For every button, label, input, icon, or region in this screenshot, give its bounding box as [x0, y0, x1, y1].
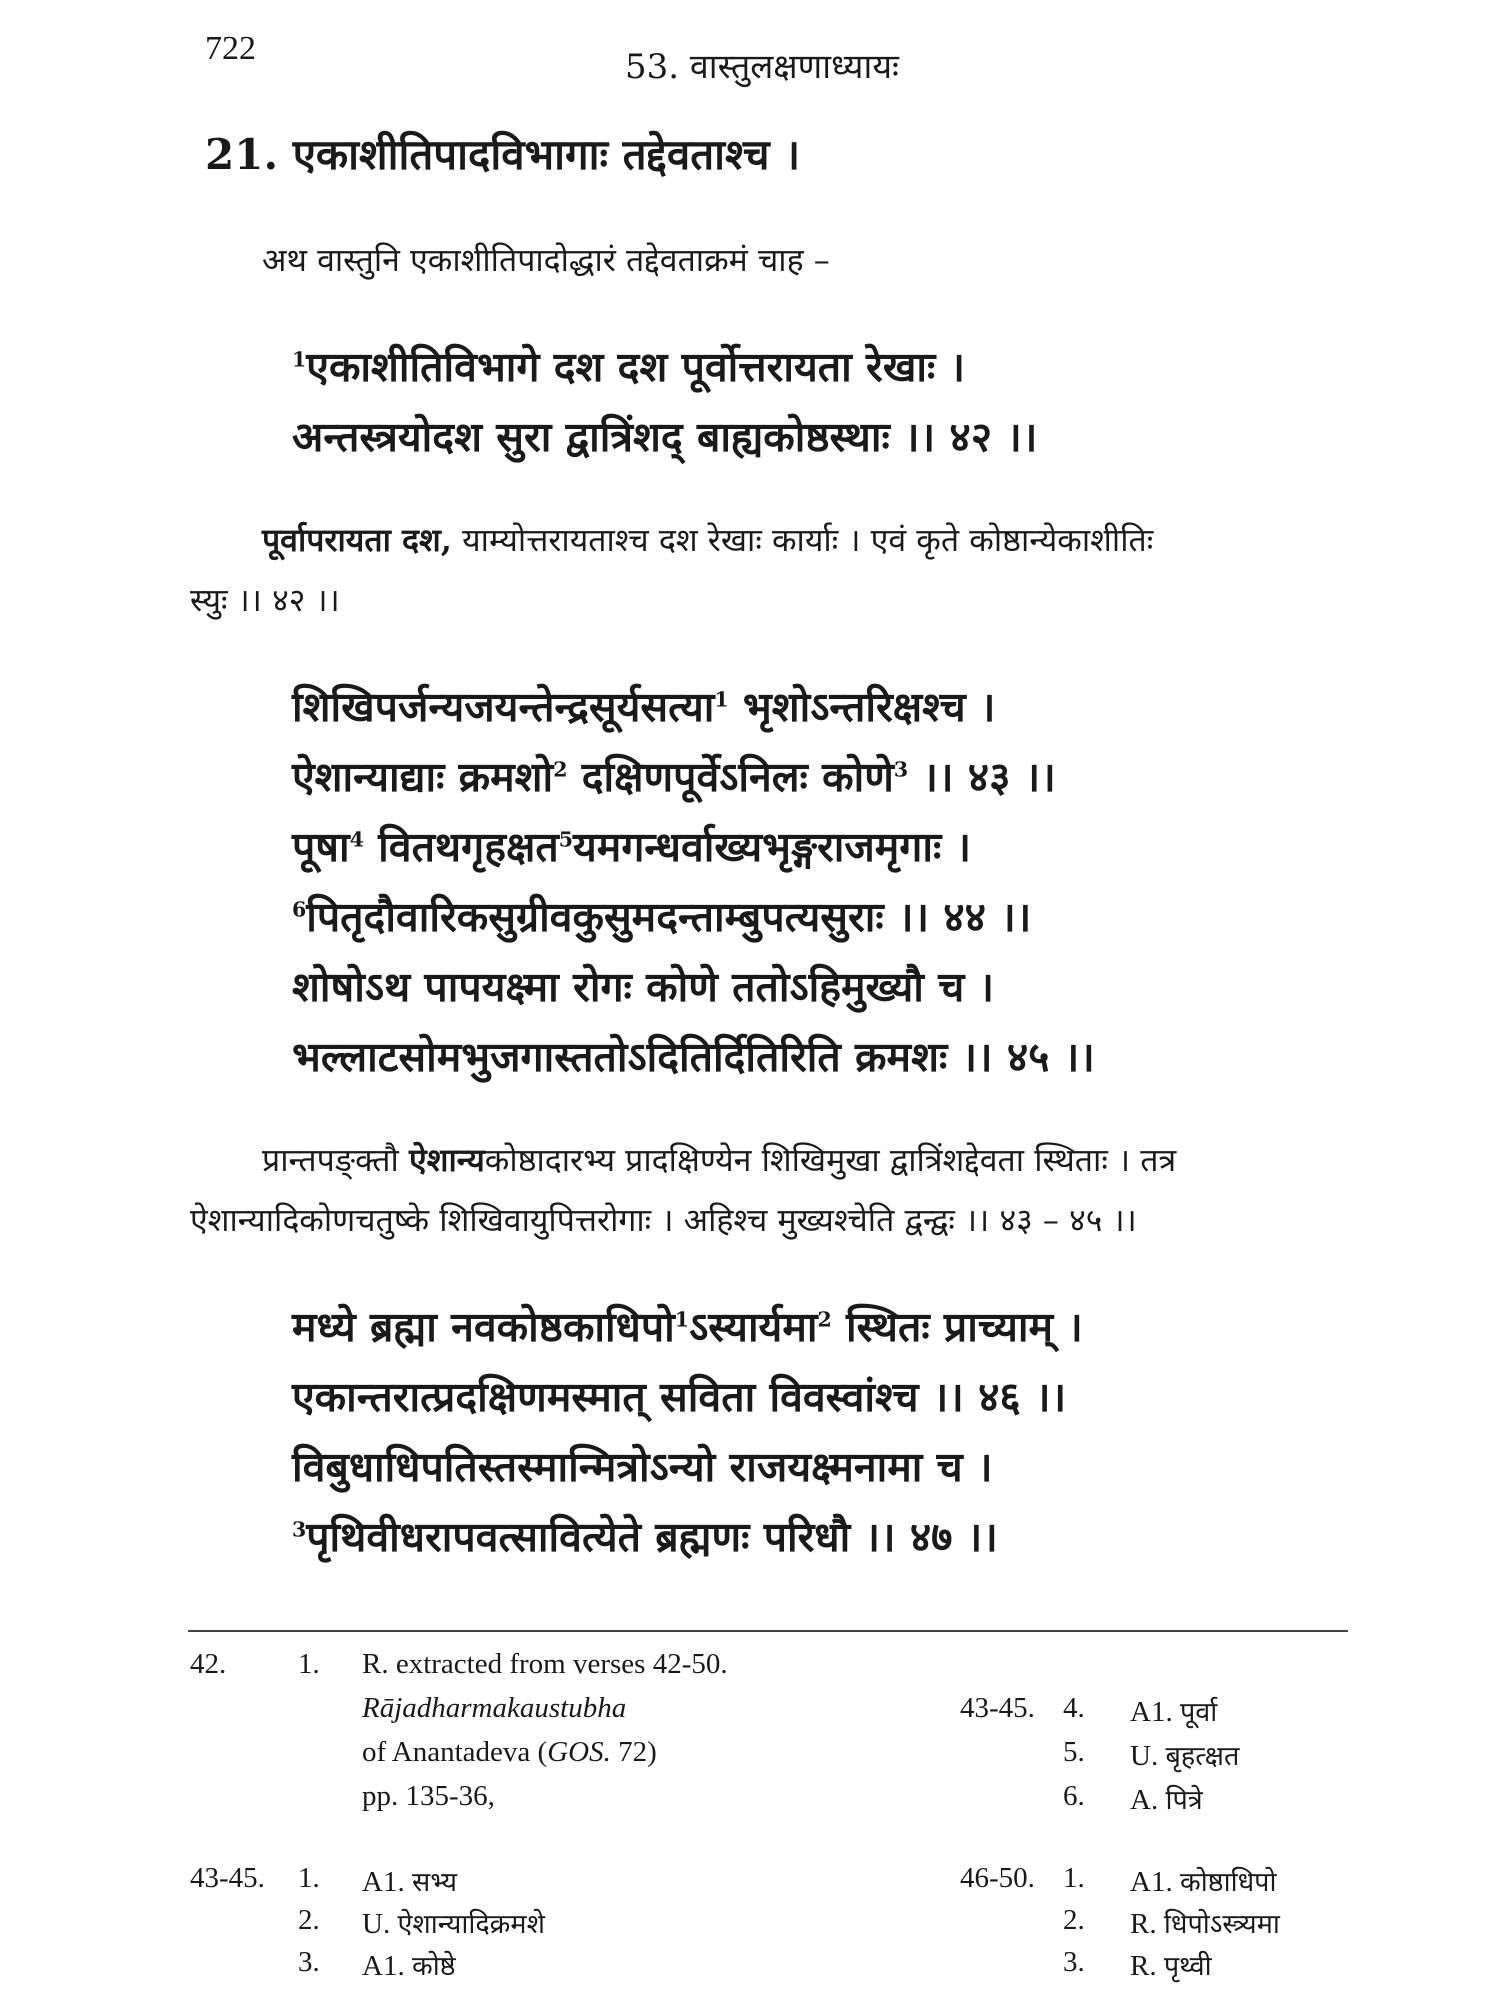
commentary-text: कोष्ठादारभ्य प्रादक्षिण्येन शिखिमुखा द्वात्रिंशद्देवता स्थिताः । तत्र — [484, 1141, 1177, 1179]
footnote-num: 2. — [298, 1904, 320, 1936]
footnote-variant: कोष्ठाधिपो — [1179, 1867, 1277, 1898]
footnote-siglum: A1. — [362, 1866, 405, 1898]
verse-text: वितथगृहक्षत — [363, 823, 559, 871]
footnote-variant: ऐशान्यादिक्रमशे — [397, 1909, 545, 1940]
verse-text: स्थितः प्राच्याम् । — [831, 1303, 1083, 1351]
footnote-siglum: A1. — [1130, 1866, 1173, 1898]
footnote-reading — [1130, 1780, 1203, 1817]
footnote-reading — [1130, 1904, 1280, 1941]
footnote-reading — [362, 1862, 457, 1899]
verse-44-line-1 — [292, 818, 971, 874]
verse-43-line-1 — [292, 678, 995, 734]
footnote-reading — [1130, 1946, 1212, 1983]
footnote-num: 6. — [1063, 1780, 1085, 1812]
verse-text: भृशोऽन्तरिक्षश्च । — [728, 683, 996, 731]
footnote-variant: सभ्य — [411, 1867, 458, 1898]
footnote-reading — [362, 1946, 456, 1983]
verse-47-line-2 — [292, 1508, 998, 1564]
section-heading: 21. एकाशीतिपादविभागाः तद्देवताश्च । — [205, 130, 801, 179]
verse-46-line-1 — [292, 1298, 1083, 1354]
footnote-42-line-3 — [362, 1736, 657, 1769]
footnote-siglum: A1. — [1130, 1696, 1173, 1728]
verse-43-line-2 — [292, 748, 1056, 804]
footnote-siglum: U. — [362, 1908, 391, 1940]
verse-45-line-1: शोषोऽथ पापयक्ष्मा रोगः कोणे ततोऽहिमुख्यौ च । — [292, 963, 995, 1011]
footnote-reading — [362, 1904, 545, 1941]
footnote-variant: पृथ्वी — [1163, 1951, 1212, 1982]
footnote-divider — [188, 1630, 1348, 1632]
footnote-marker: 1 — [674, 1307, 690, 1332]
footnote-num: 4. — [1063, 1692, 1085, 1724]
footnote-num: 1. — [1063, 1862, 1085, 1894]
footnote-reading — [1130, 1862, 1277, 1899]
commentary-bold: ऐशान्य — [409, 1141, 485, 1179]
verse-text: दक्षिणपूर्वेऽनिलः कोणे — [567, 753, 894, 801]
verse-44-line-2 — [292, 888, 1031, 944]
intro-line: अथ वास्तुनि एकाशीतिपादोद्धारं तद्देवताक्रमं चाह – — [262, 241, 830, 279]
verse-46-line-2: एकान्तरात्प्रदक्षिणमस्मात् सविता विवस्वांश्च ।। ४६ ।। — [292, 1373, 1067, 1421]
footnote-siglum: R. — [1130, 1950, 1157, 1982]
footnote-ref-43-45-right: 43-45. — [960, 1692, 1035, 1724]
page-number: 722 — [205, 30, 256, 67]
footnote-marker: 3 — [893, 757, 909, 782]
verse-text: एकाशीतिविभागे दश दश पूर्वोत्तरायता रेखाः । — [306, 343, 966, 391]
footnote-num: 1. — [298, 1862, 320, 1894]
footnote-variant: पूर्वा — [1179, 1697, 1218, 1728]
verse-text: पूषा — [292, 823, 350, 871]
footnote-num: 1. — [298, 1648, 320, 1680]
footnote-siglum: A. — [1130, 1784, 1159, 1816]
footnote-42-line-4: pp. 135-36, — [362, 1780, 495, 1812]
footnote-ref-43-45-left: 43-45. — [190, 1862, 265, 1894]
footnote-variant: पित्रे — [1165, 1785, 1203, 1816]
verse-number: ।। ४३ ।। — [908, 753, 1056, 801]
footnote-variant: कोष्ठे — [411, 1951, 456, 1982]
footnote-marker: 5 — [558, 827, 574, 852]
footnote-siglum: A1. — [362, 1950, 405, 1982]
footnote-ref-42: 42. — [190, 1648, 227, 1680]
footnote-marker: 6 — [292, 897, 307, 922]
footnote-ref-46-50: 46-50. — [960, 1862, 1035, 1894]
verse-text: पितृदौवारिकसुग्रीवकुसुमदन्ताम्बुपत्यसुराः ।। ४४ ।। — [306, 893, 1032, 941]
footnote-num: 5. — [1063, 1736, 1085, 1768]
footnote-text: of Anantadeva ( — [362, 1736, 548, 1768]
verse-text: ऽस्यार्यमा — [689, 1303, 818, 1351]
commentary-text: याम्योत्तरायताश्च दश रेखाः कार्याः । एवं कृते कोष्ठान्येकाशीतिः — [451, 521, 1154, 559]
footnote-42-line-1: R. extracted from verses 42-50. — [362, 1648, 728, 1680]
footnote-variant: बृहत्क्षत — [1165, 1741, 1240, 1772]
footnote-text: 72) — [610, 1736, 657, 1768]
footnote-marker: 2 — [553, 757, 568, 782]
commentary-bold: पूर्वापरायता दश, — [262, 521, 452, 559]
running-title: 53. वास्तुलक्षणाध्यायः — [625, 47, 899, 87]
footnote-variant: धिपोऽस्त्र्यमा — [1163, 1909, 1280, 1940]
commentary-42-line-2: स्युः ।। ४२ ।। — [190, 581, 340, 619]
commentary-42-line-1 — [262, 518, 1153, 561]
verse-text: ऐशान्याद्याः क्रमशो — [292, 753, 554, 801]
footnote-num: 3. — [1063, 1946, 1085, 1978]
footnote-marker: 1 — [714, 687, 729, 712]
footnote-marker: 4 — [349, 827, 364, 852]
footnote-siglum: R. — [1130, 1908, 1157, 1940]
footnote-marker: 1 — [292, 347, 307, 372]
verse-text: शिखिपर्जन्यजयन्तेन्द्रसूर्यसत्या — [292, 683, 715, 731]
footnote-marker: 2 — [817, 1307, 832, 1332]
footnote-marker: 3 — [292, 1517, 307, 1542]
verse-42-line-1 — [292, 338, 965, 394]
commentary-text: प्रान्तपङ्क्तौ — [262, 1141, 410, 1179]
verse-text: पृथिवीधरापवत्सावित्येते ब्रह्मणः परिधौ ।। ४७ ।। — [306, 1513, 998, 1561]
verse-42-line-2: अन्तस्त्रयोदश सुरा द्वात्रिंशद् बाह्यकोष्ठस्थाः ।। ४२ ।। — [292, 413, 1038, 461]
footnote-num: 2. — [1063, 1904, 1085, 1936]
commentary-43-45-line-1 — [262, 1138, 1176, 1181]
footnote-reading — [1130, 1692, 1217, 1729]
verse-text: यमगन्धर्वाख्यभृङ्गराजमृगाः । — [573, 823, 972, 871]
commentary-43-45-line-2: ऐशान्यादिकोणचतुष्के शिखिवायुपित्तरोगाः । अहिश्च मुख्यश्चेति द्वन्द्वः ।। ४३ – ४५ ।। — [190, 1201, 1137, 1239]
footnote-42-line-2: Rājadharmakaustubha — [362, 1692, 627, 1724]
footnote-reading — [1130, 1736, 1239, 1773]
verse-45-line-2: भल्लाटसोमभुजगास्ततोऽदितिर्दितिरिति क्रमशः ।। ४५ ।। — [292, 1033, 1095, 1081]
footnote-siglum: U. — [1130, 1740, 1159, 1772]
footnote-num: 3. — [298, 1946, 320, 1978]
verse-text: मध्ये ब्रह्मा नवकोष्ठकाधिपो — [292, 1303, 675, 1351]
verse-47-line-1: विबुधाधिपतिस्तस्मान्मित्रोऽन्यो राजयक्ष्मनामा च । — [292, 1443, 993, 1491]
footnote-italic: GOS. — [547, 1736, 611, 1768]
